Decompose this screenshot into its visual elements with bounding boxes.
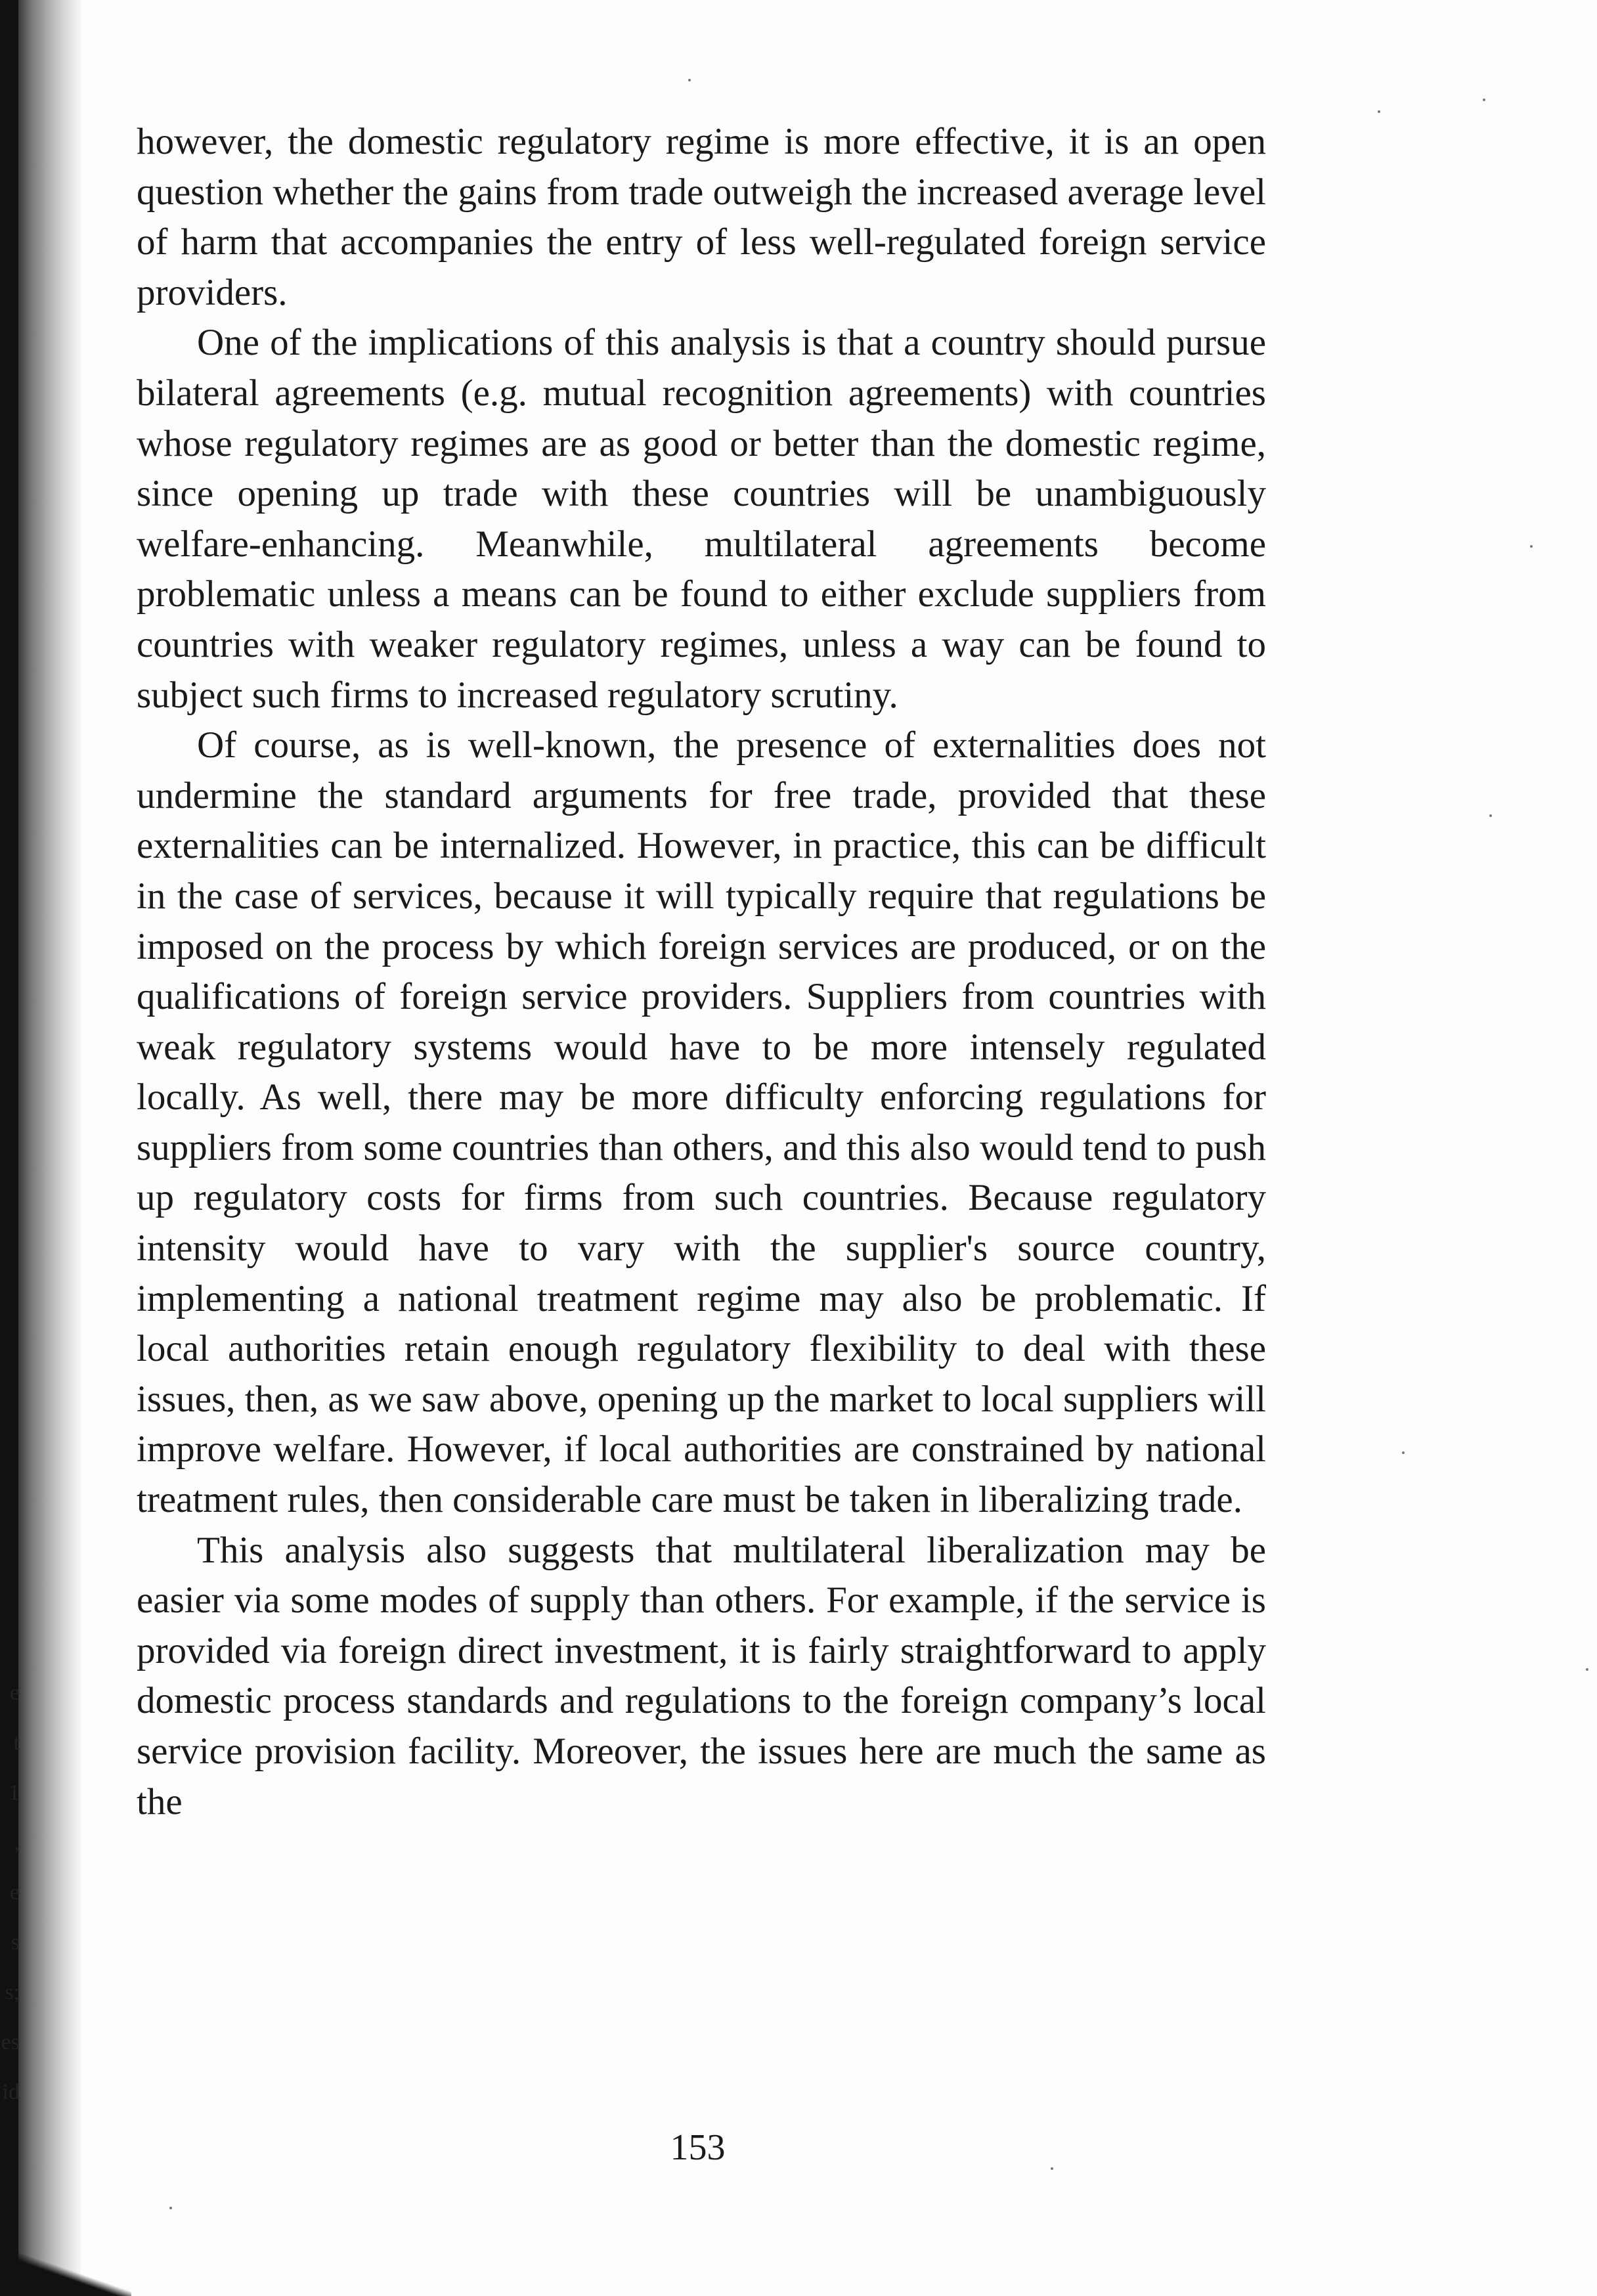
- scan-speck: [1530, 545, 1533, 548]
- scan-speck: [1586, 1668, 1588, 1671]
- bleed-char: 1: [9, 1780, 20, 1805]
- bleed-char: e: [9, 1880, 20, 1905]
- paragraph-3: Of course, as is well-known, the presence of externalities does not undermine the standard arguments for free trade, provided that these externalities can be internalized. However, in practice, this can be difficult in the case of services, because it will typically require that regulations be imposed on the process by which foreign services are produced, or on the qualifications of foreign service providers. Suppliers from countries with weak regulatory systems would have to be more intensely regulated locally. As well, there may be more difficulty enforcing regulations for suppliers from some countries than others, and this also would tend to push up regulatory costs for firms from such countries. Because regulatory intensity would have to vary with the supplier's source country, implementing a national treatment regime may also be problematic. If local authorities retain enough regulatory flexibility to deal with these issues, then, as we saw above, opening up the market to local suppliers will improve welfare. However, if local authorities are constrained by national treatment rules, then considerable care must be taken in liberalizing trade.: [137, 724, 1266, 1521]
- paragraph-2: One of the implications of this analysis is that a country should pursue bilateral agreements (e.g. mutual recognition agreements) with countries whose regulatory regimes are as good or better than the domestic regime, since opening up trade with these countries will be unambiguously welfare-enhancing. Meanwhile, multilateral agreements become problematic unless a means can be found to either exclude suppliers from countries with weaker regulatory regimes, unless a way can be found to subject such firms to increased regulatory scrutiny.: [137, 322, 1266, 716]
- bleed-char: id: [2, 2080, 20, 2104]
- body-text: [137, 117, 1266, 1827]
- bleed-char: e: [9, 1681, 20, 1705]
- binding-gradient: [18, 0, 81, 2296]
- scan-speck: [169, 2207, 172, 2209]
- paragraph-1: however, the domestic regulatory regime is more effective, it is an open question whether the gains from trade outweigh the increased average level of harm that accompanies the entry of less well-regulated foreign service providers.: [137, 121, 1266, 313]
- bleed-char: es: [1, 2030, 20, 2054]
- bleed-through-text: [0, 1668, 20, 2117]
- scan-speck: [1483, 99, 1485, 101]
- bleed-char: t: [13, 1731, 20, 1755]
- bleed-char: s;: [5, 1980, 20, 2004]
- scan-speck: [1402, 1451, 1405, 1454]
- bleed-char: s: [11, 1930, 20, 1954]
- scan-speck: [688, 79, 691, 81]
- binding-corner: [0, 2250, 131, 2296]
- scan-speck: [1051, 2167, 1053, 2170]
- bleed-char: ,: [14, 1830, 20, 1855]
- paragraph-4: This analysis also suggests that multilateral liberalization may be easier via some modes of supply than others. For example, if the service is provided via foreign direct investment, it is fairly straightforward to apply domestic process standards and regulations to the foreign company’s local service provision facility. Moreover, the issues here are much the same as the: [137, 1529, 1266, 1822]
- page-number: 153: [670, 2127, 726, 2168]
- scan-speck: [1489, 814, 1492, 817]
- scan-speck: [1378, 110, 1380, 113]
